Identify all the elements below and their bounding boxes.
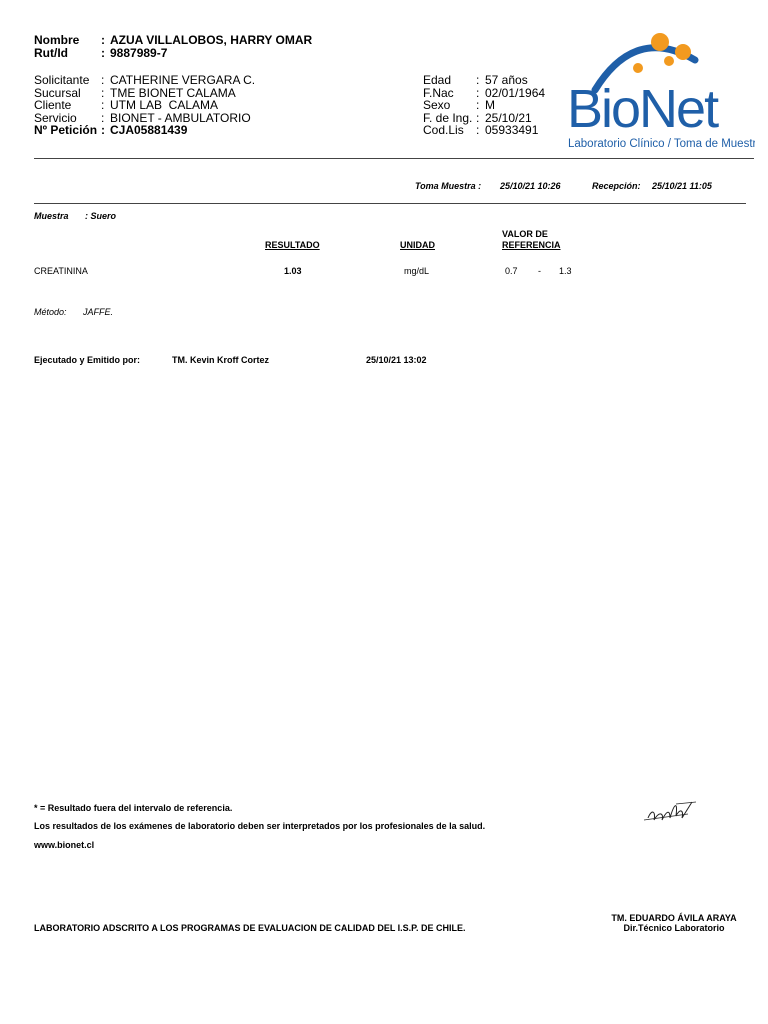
footer-website: www.bionet.cl: [34, 840, 95, 850]
fing-colon: :: [476, 111, 480, 125]
ref-high: 1.3: [559, 266, 572, 276]
solicitante-label: Solicitante: [34, 73, 90, 87]
sexo-label: Sexo: [423, 98, 451, 112]
sucursal-label: Sucursal: [34, 86, 81, 100]
fnac-value: 02/01/1964: [485, 86, 546, 100]
cliente-value: UTM LAB CALAMA: [110, 98, 219, 112]
sucursal-value: TME BIONET CALAMA: [110, 86, 236, 100]
nombre-value: AZUA VILLALOBOS, HARRY OMAR: [110, 33, 313, 47]
times-divider: [34, 203, 746, 204]
recepcion-value: 25/10/21 11:05: [652, 181, 712, 191]
edad-label: Edad: [423, 73, 452, 87]
col-resultado: RESULTADO: [265, 240, 320, 250]
fing-label: F. de Ing.: [423, 111, 473, 125]
nombre-label: Nombre: [34, 33, 80, 47]
bionet-logo-graphic: [565, 30, 755, 155]
logo-wordmark: BioNet: [567, 79, 718, 139]
metodo-value: JAFFE.: [83, 307, 114, 317]
exam-unit: mg/dL: [404, 266, 430, 276]
footer-note-asterisk: * = Resultado fuera del intervalo de referencia.: [34, 803, 233, 813]
servicio-label: Servicio: [34, 111, 77, 125]
servicio-value: BIONET - AMBULATORIO: [110, 111, 251, 125]
ref-separator: -: [538, 266, 541, 276]
peticion-value: CJA05881439: [110, 123, 188, 137]
codlis-label: Cod.Lis: [423, 123, 464, 137]
fing-value: 25/10/21: [485, 111, 532, 125]
header-divider: [34, 158, 754, 159]
bionet-logo: [565, 30, 755, 155]
sexo-colon: :: [476, 98, 480, 112]
cliente-label: Cliente: [34, 98, 72, 112]
ejecutado-label: Ejecutado y Emitido por:: [34, 355, 141, 365]
sexo-value: M: [485, 98, 495, 112]
exam-result: 1.03: [284, 266, 302, 276]
cliente-colon: :: [101, 98, 105, 112]
metodo-label: Método:: [34, 307, 67, 317]
footer-note-interpretation: Los resultados de los exámenes de laboratorio deben ser interpretados por los profesionales de la salud.: [34, 821, 486, 831]
recepcion-label: Recepción:: [592, 181, 641, 191]
servicio-colon: :: [101, 111, 105, 125]
ejecutado-datetime: 25/10/21 13:02: [366, 355, 427, 365]
codlis-colon: :: [476, 123, 480, 137]
toma-muestra-label: Toma Muestra :: [415, 181, 482, 191]
solicitante-colon: :: [101, 73, 105, 87]
muestra-label: Muestra: [34, 211, 69, 221]
col-referencia-line1: VALOR DE: [502, 229, 548, 239]
edad-colon: :: [476, 73, 480, 87]
logo-tagline: Laboratorio Clínico / Toma de Muestras: [568, 138, 755, 150]
ejecutado-tech: TM. Kevin Kroff Cortez: [172, 355, 270, 365]
exam-name: CREATININA: [34, 266, 88, 276]
isp-statement: LABORATORIO ADSCRITO A LOS PROGRAMAS DE EVALUACION DE CALIDAD DEL I.S.P. DE CHILE.: [34, 923, 466, 933]
edad-value: 57 años: [485, 73, 528, 87]
fnac-label: F.Nac: [423, 86, 454, 100]
signature-image: [640, 790, 700, 826]
signer-name: TM. EDUARDO ÁVILA ARAYA: [611, 913, 737, 923]
col-referencia-line2: REFERENCIA: [502, 240, 561, 250]
signer-title: Dir.Técnico Laboratorio: [623, 923, 725, 933]
fnac-colon: :: [476, 86, 480, 100]
solicitante-value: CATHERINE VERGARA C.: [110, 73, 256, 87]
peticion-label: Nº Petición: [34, 123, 98, 137]
col-unidad: UNIDAD: [400, 240, 435, 250]
nombre-colon: :: [101, 33, 105, 47]
rut-value: 9887989-7: [110, 46, 168, 60]
muestra-value: : Suero: [85, 211, 117, 221]
peticion-colon: :: [101, 123, 105, 137]
ref-low: 0.7: [505, 266, 518, 276]
codlis-value: 05933491: [485, 123, 539, 137]
sucursal-colon: :: [101, 86, 105, 100]
rut-label: Rut/Id: [34, 46, 68, 60]
toma-muestra-value: 25/10/21 10:26: [500, 181, 561, 191]
rut-colon: :: [101, 46, 105, 60]
